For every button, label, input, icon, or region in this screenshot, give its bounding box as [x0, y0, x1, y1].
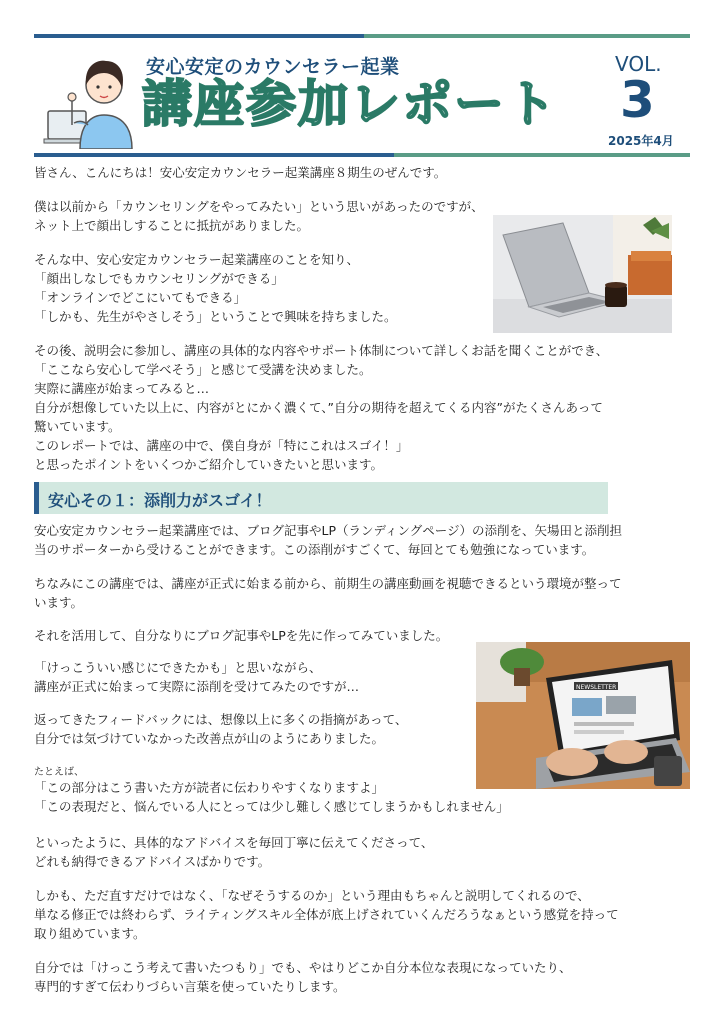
- section-line: どれも納得できるアドバイスばかりです。: [34, 854, 271, 869]
- header-subtitle: 安心安定のカウンセラー起業: [146, 56, 400, 78]
- intro-line: ネット上で顔出しすることに抵抗がありました。: [34, 218, 310, 233]
- section-line: しかも、ただ直すだけではなく、「なぜそうするのか」という理由もちゃんと説明してくれるので、: [34, 888, 590, 903]
- section-line: 当のサポーターから受けることができます。この添削がすごくて、毎回とても勉強になっています。: [34, 542, 595, 557]
- newsletter-screen-text: NEWSLETTER: [576, 684, 617, 691]
- intro-line: 僕は以前から「カウンセリングをやってみたい」という思いがあったのですが、: [34, 199, 484, 214]
- section-line: といったように、具体的なアドバイスを毎回丁寧に伝えてくださって、: [34, 835, 434, 850]
- intro-line: 「オンラインでどこにいてもできる」: [34, 290, 247, 305]
- intro-line: 皆さん、こんにちは！安心安定カウンセラー起業講座８期生のぜんです。: [34, 165, 447, 180]
- intro-line: 「ここなら安心して学べそう」と感じて受講を決めました。: [34, 362, 372, 377]
- section-line-small: たとえば、: [34, 767, 84, 778]
- section-heading-text: 安心その１：添削力がスゴイ！: [48, 491, 272, 510]
- intro-line: 実際に講座が始まってみると…: [34, 381, 210, 396]
- header-rule-bottom-right: [394, 153, 690, 157]
- section-line: 自分では「けっこう考えて書いたつもり」でも、やはりどこか自分本位な表現になっていたり、: [34, 960, 572, 975]
- header-rule-left: [34, 34, 364, 38]
- header-rule-bottom-left: [34, 153, 394, 157]
- section-line: 安心安定カウンセラー起業講座では、ブログ記事やLP（ランディングページ）の添削を、矢場田と添削担: [34, 523, 623, 538]
- avatar-illustration-icon: [42, 45, 142, 149]
- intro-line: 「しかも、先生がやさしそう」ということで興味を持ちました。: [34, 309, 397, 324]
- section-line: 「この部分はこう書いた方が読者に伝わりやすくなりますよ」: [34, 780, 385, 795]
- intro-line: その後、説明会に参加し、講座の具体的な内容やサポート体制について詳しくお話を聞くことができ、: [34, 343, 609, 358]
- intro-line: と思ったポイントをいくつかご紹介していきたいと思います。: [34, 457, 384, 472]
- section-line: それを活用して、自分なりにブログ記事やLPを先に作ってみていました。: [34, 628, 449, 643]
- issue-date: 2025年4月: [608, 134, 674, 148]
- section-line: 返ってきたフィードバックには、想像以上に多くの指摘があって、: [34, 712, 408, 727]
- section-line: 「この表現だと、悩んでいる人にとっては少し難しく感じてしまうかもしれません」: [34, 799, 509, 814]
- section-heading: [34, 482, 608, 514]
- intro-line: このレポートでは、講座の中で、僕自身が「特にこれはスゴイ！」: [34, 438, 409, 453]
- header-rule-right: [364, 34, 690, 38]
- section-line: 自分では気づけていなかった改善点が山のようにありました。: [34, 731, 385, 746]
- section-line: 講座が正式に始まって実際に添削を受けてみたのですが…: [34, 679, 360, 694]
- section-line: 「けっこういい感じにできたかも」と思いながら、: [34, 660, 322, 675]
- section-line: ちなみにこの講座では、講座が正式に始まる前から、前期生の講座動画を視聴できるという環境が整って: [34, 576, 622, 591]
- section-line: 専門的すぎて伝わりづらい言葉を使っていたりします。: [34, 979, 346, 994]
- section-heading-accent: [34, 482, 39, 514]
- section-line: います。: [34, 595, 84, 610]
- section-line: 単なる修正では終わらず、ライティングスキル全体が底上げされていくんだろうなぁという感覚を持って: [34, 907, 619, 922]
- laptop-coffee-photo: [493, 215, 672, 333]
- volume-number: 3: [620, 71, 655, 129]
- intro-line: 自分が想像していた以上に、内容がとにかく濃くて、”自分の期待を超えてくる内容”がたくさんあって: [34, 400, 603, 415]
- newsletter-laptop-photo: [476, 642, 690, 789]
- volume-label: VOL.: [615, 52, 662, 76]
- intro-line: そんな中、安心安定カウンセラー起業講座のことを知り、: [34, 252, 360, 267]
- intro-line: 「顔出しなしでもカウンセリングができる」: [34, 271, 284, 286]
- intro-line: 驚いています。: [34, 419, 121, 434]
- page-title: 講座参加レポート: [142, 75, 558, 133]
- section-line: 取り組めています。: [34, 926, 146, 941]
